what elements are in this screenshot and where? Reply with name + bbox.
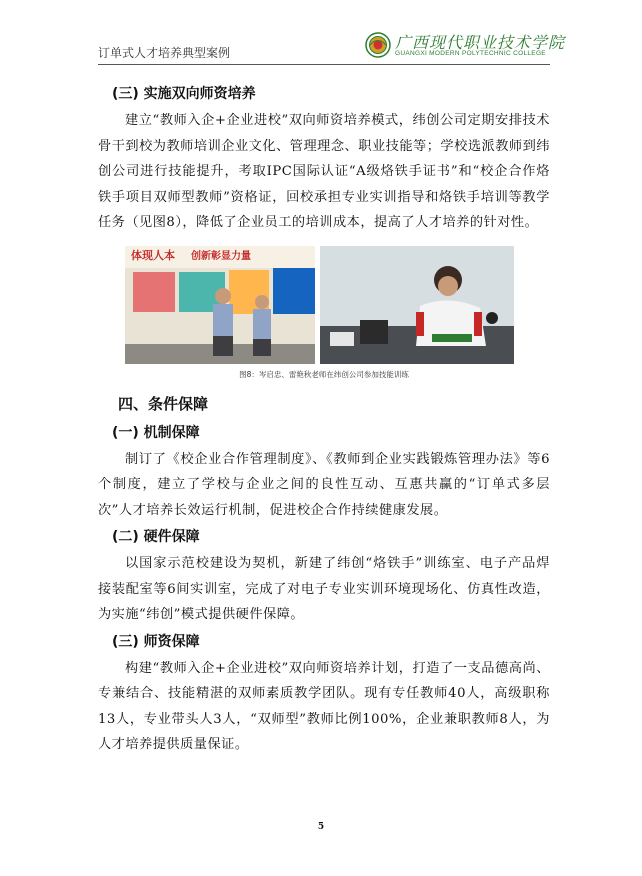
college-logo [365,28,566,62]
chapter-heading-guarantees: 四、条件保障 [118,394,209,413]
figure-8-caption: 图8：岑启忠、雷艳秋老师在纬创公司参加技能训练 [239,369,409,379]
banner-text-innovation: 创新彰显力量 [191,250,251,262]
section-paragraph-dual-training: 建立“教师入企+企业进校”双向师资培养模式，纬创公司定期安排技术骨干到校为教师培训企业文化、管理理念、职业技能等；学校选派教师到纬创公司进行技能提升，考取IPC国际认证“A级烙铁手证书”和“校企合作烙铁手项目双师型教师”资格证，回校承担专业实训指导和烙铁手培训等教学任务（见图8），降低了企业员工的培训成本，提高了人才培养的针对性。 [98,113,550,230]
subheading-mechanism: (一) 机制保障 [112,424,200,441]
figure-8-photos [98,246,550,364]
page-number: 5 [317,822,325,832]
subheading-faculty: (三) 师资保障 [112,633,200,650]
subheading-hardware: (二) 硬件保障 [112,529,200,545]
page-header [98,28,566,65]
logo-chinese-name: 广西现代职业技术学院 [395,33,566,52]
section-heading-dual-training: (三) 实施双向师资培养 [112,86,256,102]
paragraph-mechanism: 制订了《校企业合作管理制度》、《教师到企业实践锻炼管理办法》等6个制度，建立了学校与企业之间的良性互动、互惠共赢的“订单式多层次”人才培养长效运行机制，促进校企合作持续健康发展。 [98,451,550,518]
page-content [98,80,550,758]
college-seal-icon [365,32,391,58]
photo-teachers-at-company [125,246,315,364]
banner-text-humanism: 体现人本 [131,248,175,262]
header-title: 订单式人才培养典型案例 [98,46,231,60]
photo-soldering-training [320,246,514,364]
logo-english-name: GUANGXI MODERN POLYTECHNIC COLLEGE [395,50,546,57]
paragraph-faculty: 构建“教师入企+企业进校”双向师资培养计划，打造了一支品德高尚、专兼结合、技能精湛的双师素质教学团队。现有专任教师40人，高级职称13人，专业带头人3人，“双师型”教师比例100%，企业兼职教师8人，为人才培养提供质量保证。 [98,660,550,752]
paragraph-hardware: 以国家示范校建设为契机，新建了纬创“烙铁手”训练室、电子产品焊接装配室等6间实训室，完成了对电子专业实训环境现场化、仿真性改造，为实施“纬创”模式提供硬件保障。 [98,556,550,622]
